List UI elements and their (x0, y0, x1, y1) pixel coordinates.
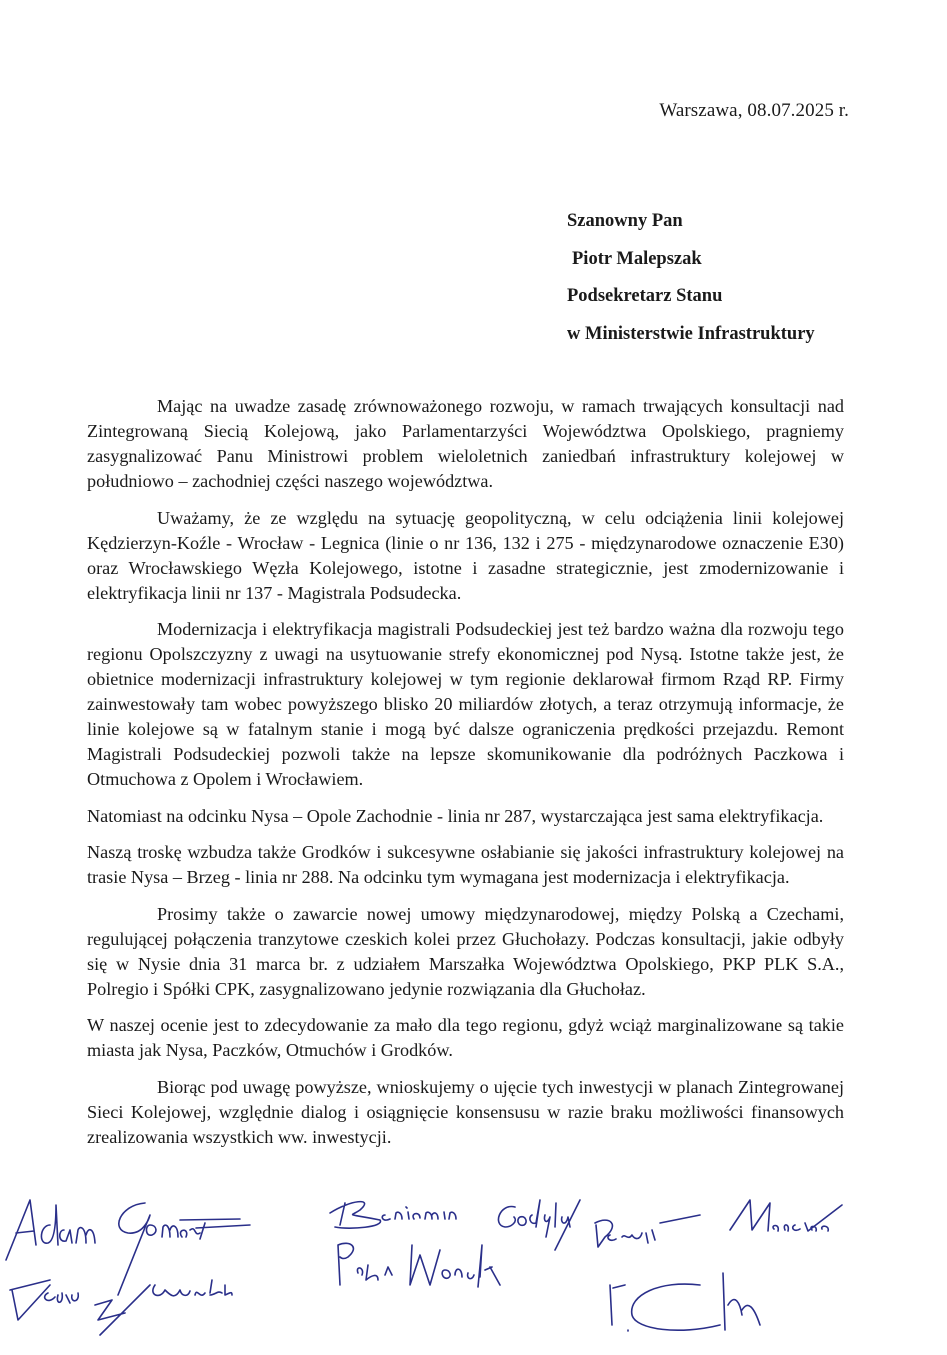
signature-bottom-right (610, 1273, 760, 1331)
addressee-position: Podsekretarz Stanu (567, 286, 723, 306)
signatures-image (0, 1185, 947, 1350)
paragraph-1: Mając na uwadze zasadę zrównoważonego rozwoju, w ramach trwających konsultacji nad Zintegrowaną Siecią Kolejową, jako Parlamentarzyści Województwa Opolskiego, pragniemy zasygnalizować Panu Ministrowi problem wieloletnich zaniedbań infrastruktury kolejowej w południowo – zachodniej części naszego województwa. (87, 396, 844, 491)
signature-beniamin-godyla (330, 1200, 580, 1250)
signature-adam-gomola (6, 1200, 250, 1295)
paragraph-4: Natomiast na odcinku Nysa – Opole Zachodnie - linia nr 287, wystarczająca jest sama elektryfikacja. (87, 805, 824, 826)
addressee-institution: w Ministerstwie Infrastruktury (567, 323, 815, 344)
paragraph-7: W naszej ocenie jest to zdecydowanie za mało dla tego regionu, gdyż wciąż marginalizowane są takie miasta jak Nysa, Paczków, Otmuchów i Grodków. (87, 1015, 844, 1060)
paragraph-8: Biorąc pod uwagę powyższe, wnioskujemy o ujęcie tych inwestycji w planach Zintegrowanej Sieci Kolejowej, względnie dialog i osiągnięcie konsensusu w razie braku możliwości finansowych zrealizowania wszystkich ww. inwestycji. (87, 1076, 844, 1147)
signature-piotr-wozniak (338, 1243, 500, 1287)
addressee-block (567, 207, 815, 357)
paragraph-2: Uważamy, że ze względu na sytuację geopolityczną, w celu odciążenia linii kolejowej Kędzierzyn-Koźle - Wrocław - Legnica (linie o nr 136, 132 i 275 - międzynarodowe oznaczenie E30) oraz Wrocławskiego Węzła Kolejowego, istotne i zasadne strategicznie, jest zmodernizowanie i elektryfikacja linii nr 137 - Magistrala Podsudecka. (87, 507, 844, 603)
paragraph-6: Prosimy także o zawarcie nowej umowy międzynarodowej, między Polską a Czechami, regulującej połączenia tranzytowe czeskich kolei przez Głuchołazy. Podczas konsultacji, jakie odbyły się w Nysie dnia 31 marca br. z udziałem Marszałka Województwa Opolskiego, PKP PLK S.A., Polregio i Spółki CPK, zasygnalizowano jedynie rozwiązania dla Głuchołaz. (87, 903, 844, 999)
signatures-area (0, 1185, 947, 1350)
signature-pawel-maselko (595, 1200, 842, 1247)
salutation: Szanowny Pan (567, 211, 683, 231)
addressee-name: Piotr Malepszak (572, 248, 702, 269)
paragraph-5: Naszą troskę wzbudza także Grodków i sukcesywne osłabianie się jakości infrastruktury kolejowej na trasie Nysa – Brzeg - linia nr 288. Na odcinku tym wymagana jest modernizacja i elektryfikacja. (87, 842, 844, 887)
letter-body (87, 394, 844, 1161)
date-line: Warszawa, 08.07.2025 r. (659, 100, 849, 121)
paragraph-3: Modernizacja i elektryfikacja magistrali Podsudeckiej jest też bardzo ważna dla rozwoju tego regionu Opolszczyzny z uwagi na usytuowanie strefy ekonomicznej pod Nysą. Istotne także jest, że obietnice modernizacji infrastruktury kolejowej w tym regionie deklarował firmom Rząd RP. Firmy zainwestowały tam wobec powyższego blisko 20 miliardów złotych, a teraz otrzymują informacje, że linie kolejowe są w fatalnym stanie i mogą być dalsze ograniczenia prędkości przejazdu. Remont Magistrali Podsudeckiej pozwoli także na lepsze skomunikowanie dla podróżnych Paczkowa i Otmuchowa z Opolem i Wrocławiem. (87, 619, 844, 789)
